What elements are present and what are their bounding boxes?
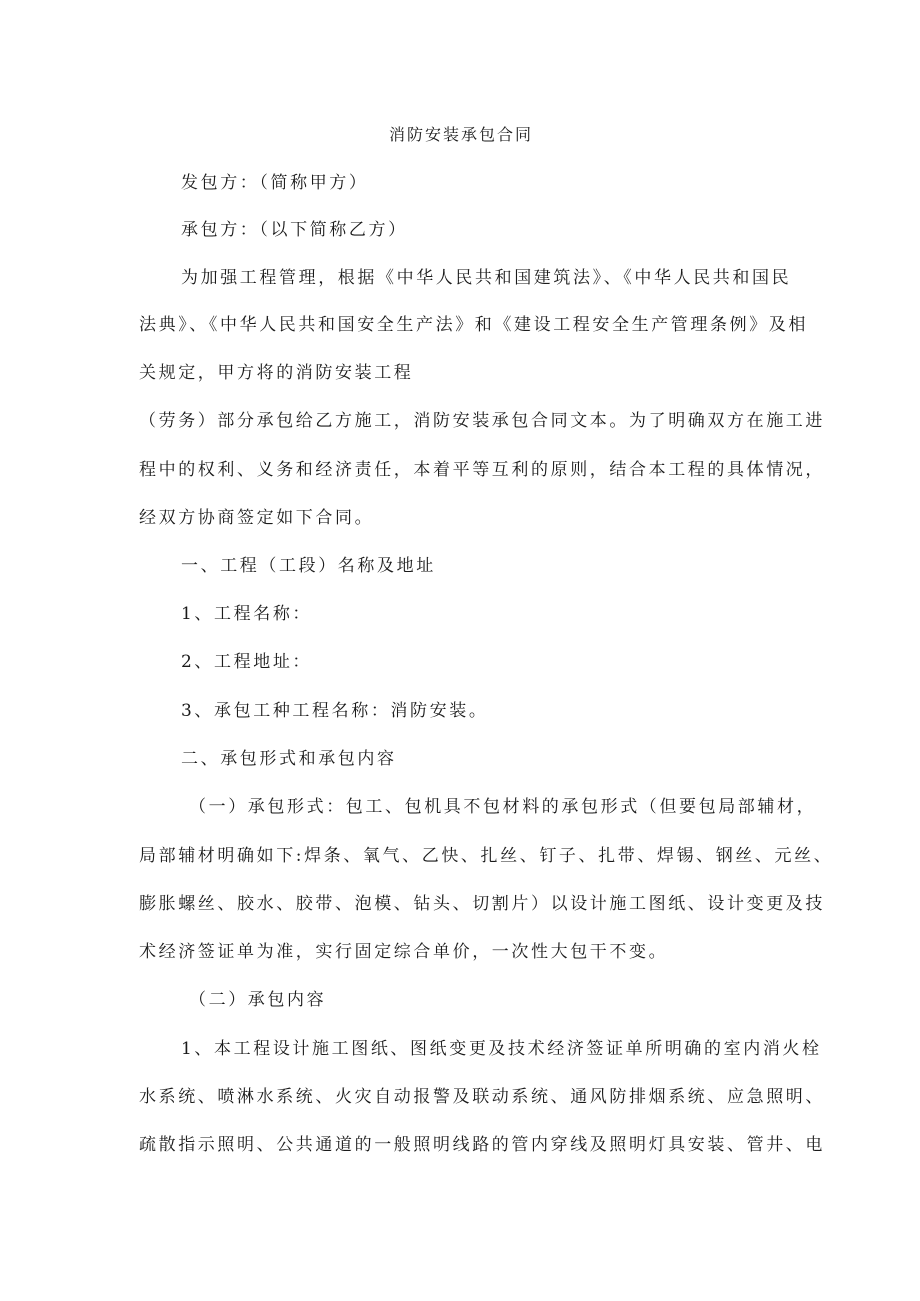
intro-line-6: 经双方协商签定如下合同。 [139,508,375,528]
party-b-line: 承包方：（以下简称乙方） [181,220,408,240]
section-1-item-1: 1、工程名称： [181,604,313,624]
form-line-4: 术经济签证单为准，实行固定综合单价，一次性大包干不变。 [139,942,669,962]
section-1-item-3: 3、承包工种工程名称：消防安装。 [181,701,489,721]
section-1-item-2: 2、工程地址： [181,652,313,672]
content-line-3: 疏散指示照明、公共通道的一般照明线路的管内穿线及照明灯具安装、管井、电 [139,1135,825,1155]
section-2-heading: 二、承包形式和承包内容 [181,749,397,769]
form-line-1: （一）承包形式：包工、包机具不包材料的承包形式（但要包局部辅材， [189,797,817,817]
content-line-1: 1、本工程设计施工图纸、图纸变更及技术经济签证单所明确的室内消火栓 [181,1039,822,1059]
intro-line-1: 为加强工程管理，根据《中华人民共和国建筑法》、《中华人民共和国民 [181,268,792,288]
form-line-2: 局部辅材明确如下:焊条、氧气、乙快、扎丝、钉子、扎带、焊锡、钢丝、元丝、 [139,846,834,866]
party-a-line: 发包方：（简称甲方） [181,173,369,193]
intro-line-5: 程中的权利、义务和经济责任，本着平等互利的原则，结合本工程的具体情况， [139,460,825,480]
content-heading: （二）承包内容 [189,990,327,1010]
intro-line-4: （劳务）部分承包给乙方施工，消防安装承包合同文本。为了明确双方在施工进 [139,411,825,431]
form-line-3: 膨胀螺丝、胶水、胶带、泡模、钻头、切割片）以设计施工图纸、设计变更及技 [139,894,825,914]
content-line-2: 水系统、喷淋水系统、火灾自动报警及联动系统、通风防排烟系统、应急照明、 [139,1087,825,1107]
document-title: 消防安装承包合同 [389,125,534,144]
intro-line-3: 关规定，甲方将的消防安装工程 [139,363,414,383]
section-1-heading: 一、工程（工段）名称及地址 [181,556,436,576]
intro-line-2: 法典》、《中华人民共和国安全生产法》和《建设工程安全生产管理条例》及相 [139,315,808,335]
